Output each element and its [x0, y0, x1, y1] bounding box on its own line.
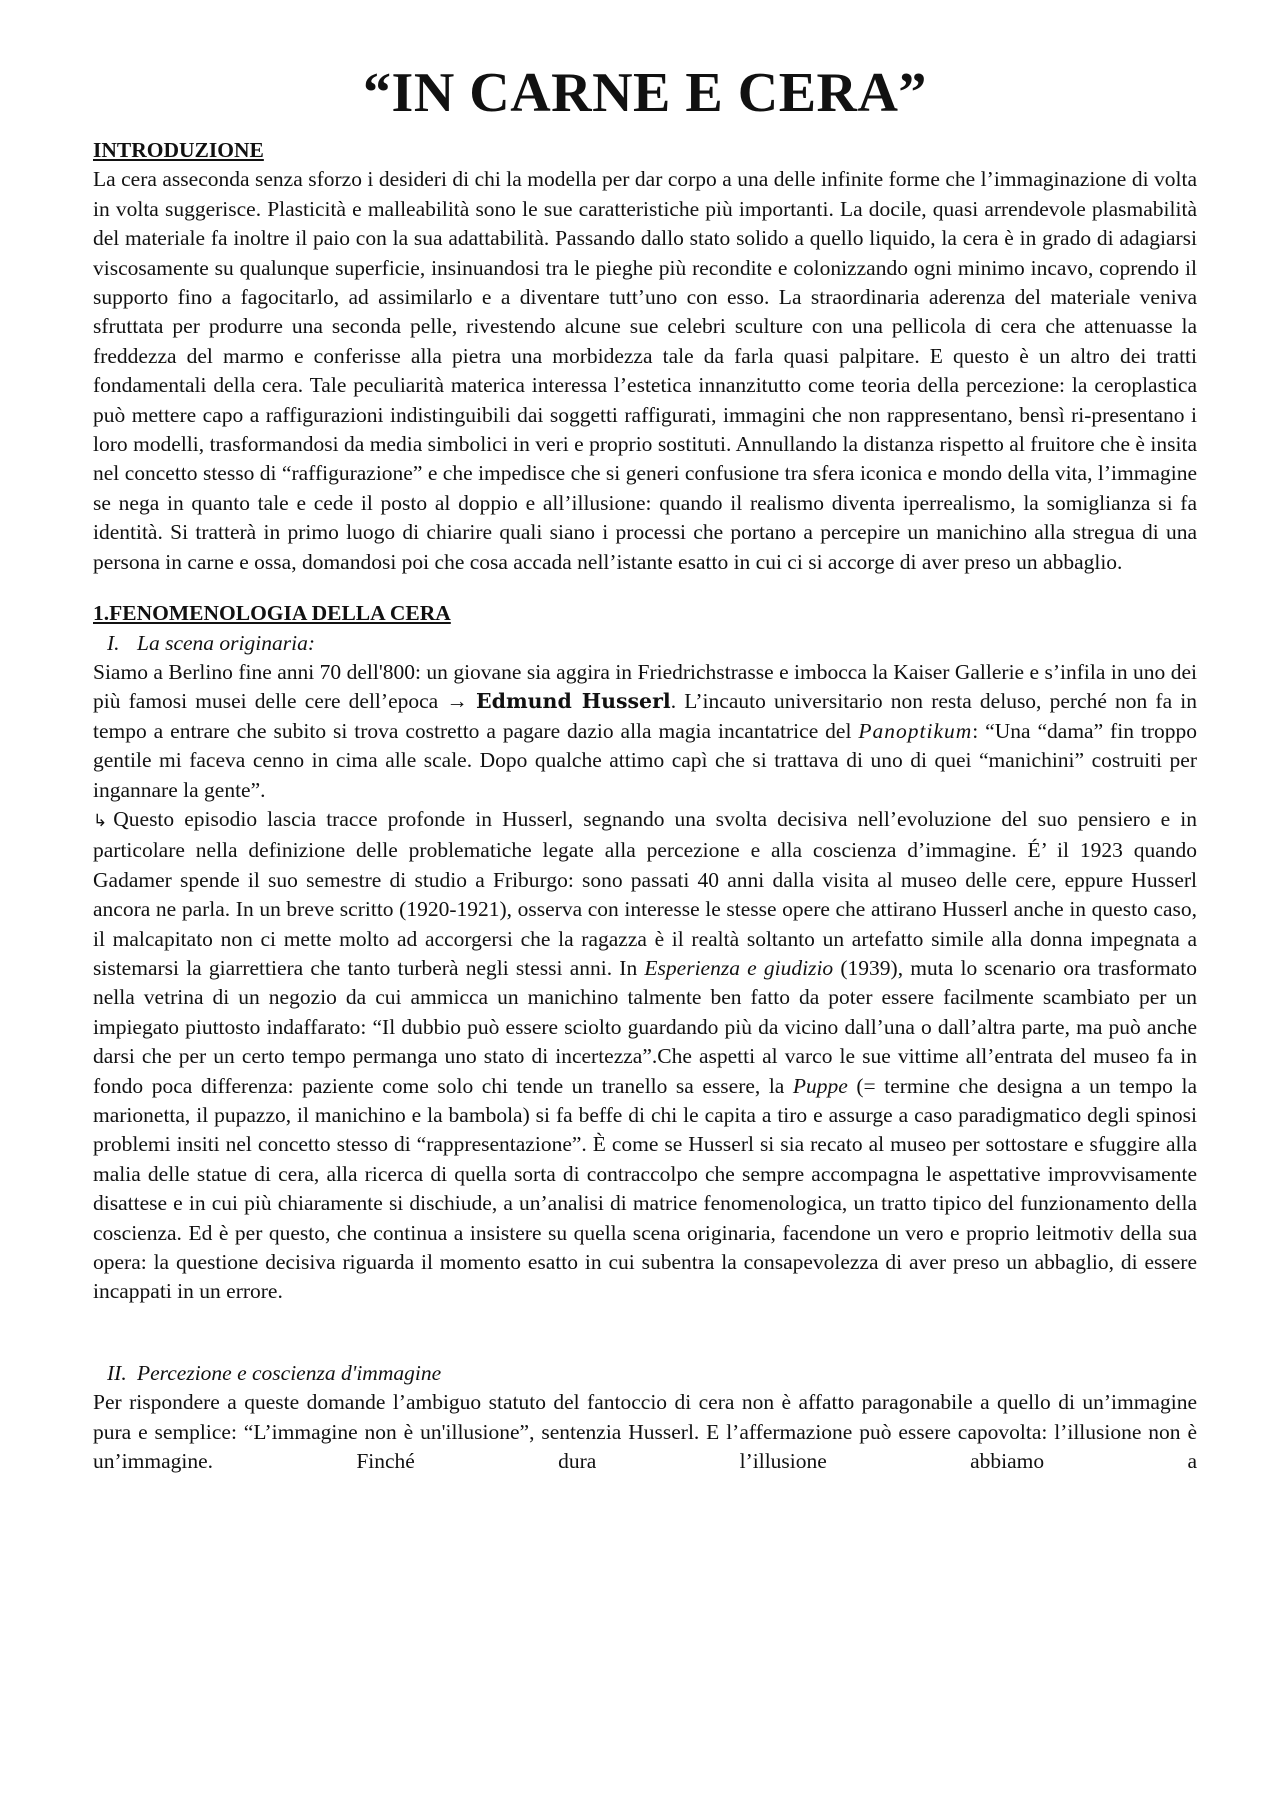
section1-heading: 1.FENOMENOLOGIA DELLA CERA — [93, 601, 451, 626]
book-title: Esperienza e giudizio — [644, 955, 834, 980]
return-arrow-icon: ↳ — [93, 810, 108, 831]
panoptikum-term: Panoptikum — [858, 718, 973, 743]
spacer — [93, 1307, 1197, 1359]
document-page — [93, 58, 1197, 1476]
subsection1-number: I. — [107, 630, 120, 655]
subsection2-paragraph1: Per rispondere a queste domande l’ambiguo statuto del fantoccio di cera non è affatto paragonabile a quello di un’immagine pura e semplice: “L’immagine non è un'illusione”, sentenzia Husserl. E l’affermazione può essere capovolta: l’illusione non è un’immagine. Finché dura l’illusione abbiamo a — [93, 1390, 1197, 1474]
subsection2-number: II. — [107, 1360, 127, 1385]
puppe-term: Puppe — [792, 1073, 848, 1098]
intro-heading: INTRODUZIONE — [93, 138, 264, 162]
subsection2-label: Percezione e coscienza d'immagine — [137, 1360, 442, 1385]
husserl-name: Edmund Husserl — [476, 689, 671, 714]
subsection1-label: La scena originaria: — [137, 630, 315, 655]
subsection1-title — [93, 629, 1197, 658]
spacer — [93, 577, 1197, 599]
subsection1-paragraph2: ↳ Questo episodio lascia tracce profonde in Husserl, segnando una svolta decisiva nell’evoluzione del suo pensiero e in particolare nella definizione delle problematiche legate alla percezione e alla coscienza d’immagine. É’ il 1923 quando Gadamer spende il suo semestre di studio a Friburgo: sono passati 40 anni dalla visita al museo delle cere, eppure Husserl ancora ne parla. In un breve scritto (1920-1921), osserva con interesse le stesse opere che attirano Husserl anche in questo caso, il malcapitato non ci mette molto ad accorgersi che la ragazza è il realtà soltanto un artefatto simile alla donna impegnata a sistemarsi la giarrettiera che tanto turberà negli stessi anni. In Esperienza e giudizio (1939), muta lo scenario ora trasformato nella vetrina di un negozio da cui ammicca un manichino talmente ben fatto da poter essere facilmente scambiato per un impiegato piuttosto indaffarato: “Il dubbio può essere sciolto guardando più da vicino dall’una o dall’altra parte, ma può anche darsi che per un certo tempo permanga uno stato di incertezza”.Che aspetti al varco le sue vittime all’entrata del museo fa in fondo poca differenza: paziente come solo chi tende un tranello sa essere, la Puppe (= termine che designa a un tempo la marionetta, il pupazzo, il manichino e la bambola) si fa beffe di chi le capita a tiro e assurge a caso paradigmatico degli spinosi problemi insiti nel concetto stesso di “rappresentazione”. È come se Husserl si sia recato al museo per sottostare e sfuggire alla malia delle statue di cera, alla ricerca di quella sorta di contraccolpo che sempre accompagna le aspettative improvvisamente disattese e in cui più chiaramente si dischiude, a un’analisi di matrice fenomenologica, un tratto tipico del funzionamento della coscienza. Ed è per questo, che continua a insistere su quella scena originaria, facendone un vero e proprio leitmotiv della sua opera: la questione decisiva riguarda il momento esatto in cui subentra la consapevolezza di aver preso un abbaglio, di essere incappati in un errore. — [93, 806, 1197, 1304]
intro-paragraph: La cera asseconda senza sforzo i desideri di chi la modella per dar corpo a una delle infinite forme che l’immaginazione di volta in volta suggerisce. Plasticità e malleabilità sono le sue caratteristiche più importanti. La docile, quasi arrendevole plasmabilità del materiale fa inoltre il paio con la sua adattabilità. Passando dallo stato solido a quello liquido, la cera è in grado di adagiarsi viscosamente su qualunque superficie, insinuandosi tra le pieghe più recondite e colonizzando ogni minimo incavo, coprendo il supporto fino a fagocitarlo, ad assimilarlo e a diventare tutt’uno con esso. La straordinaria aderenza del materiale veniva sfruttata per produrre una seconda pelle, rivestendo alcune sue celebri sculture con una pellicola di cera che attenuasse la freddezza del marmo e conferisse alla pietra una morbidezza tale da farla quasi palpitare. E questo è un altro dei tratti fondamentali della cera. Tale peculiarità materica interessa l’estetica innanzitutto come teoria della percezione: la ceroplastica può mettere capo a raffigurazioni indistinguibili dai soggetti raffigurati, immagini che non rappresentano, bensì ri-presentano i loro modelli, trasformandosi da media simbolici in veri e proprio sostituti. Annullando la distanza rispetto al fruitore che è insita nel concetto stesso di “raffigurazione” e che impedisce che si generi confusione tra sfera iconica e mondo della vita, l’immagine se nega in quanto tale e cede il posto al doppio e all’illusione: quando il realismo diventa iperrealismo, la somiglianza si fa identità. Si tratterà in primo luogo di chiarire quali siano i processi che portano a percepire un manichino alla stregua di una persona in carne e ossa, domandosi poi che cosa accada nell’istante esatto in cui ci si accorge di aver preso un abbaglio. — [93, 167, 1197, 574]
subsection2-title — [93, 1359, 1197, 1388]
subsection1-paragraph1: Siamo a Berlino fine anni 70 dell'800: un giovane sia aggira in Friedrichstrasse e imbocca la Kaiser Gallerie e s’infila in uno dei più famosi musei delle cere dell’epoca → Edmund Husserl. L’incauto universitario non resta deluso, perché non fa in tempo a entrare che subito si trova costretto a pagare dazio alla magia incantatrice del Panoptikum: “Una “dama” fin troppo gentile mi faceva cenno in cima alle scale. Dopo qualche attimo capì che si trattava di uno di quei “manichini” costruiti per ingannare la gente”. — [93, 659, 1198, 802]
document-title: “IN CARNE E CERA” — [363, 62, 927, 124]
